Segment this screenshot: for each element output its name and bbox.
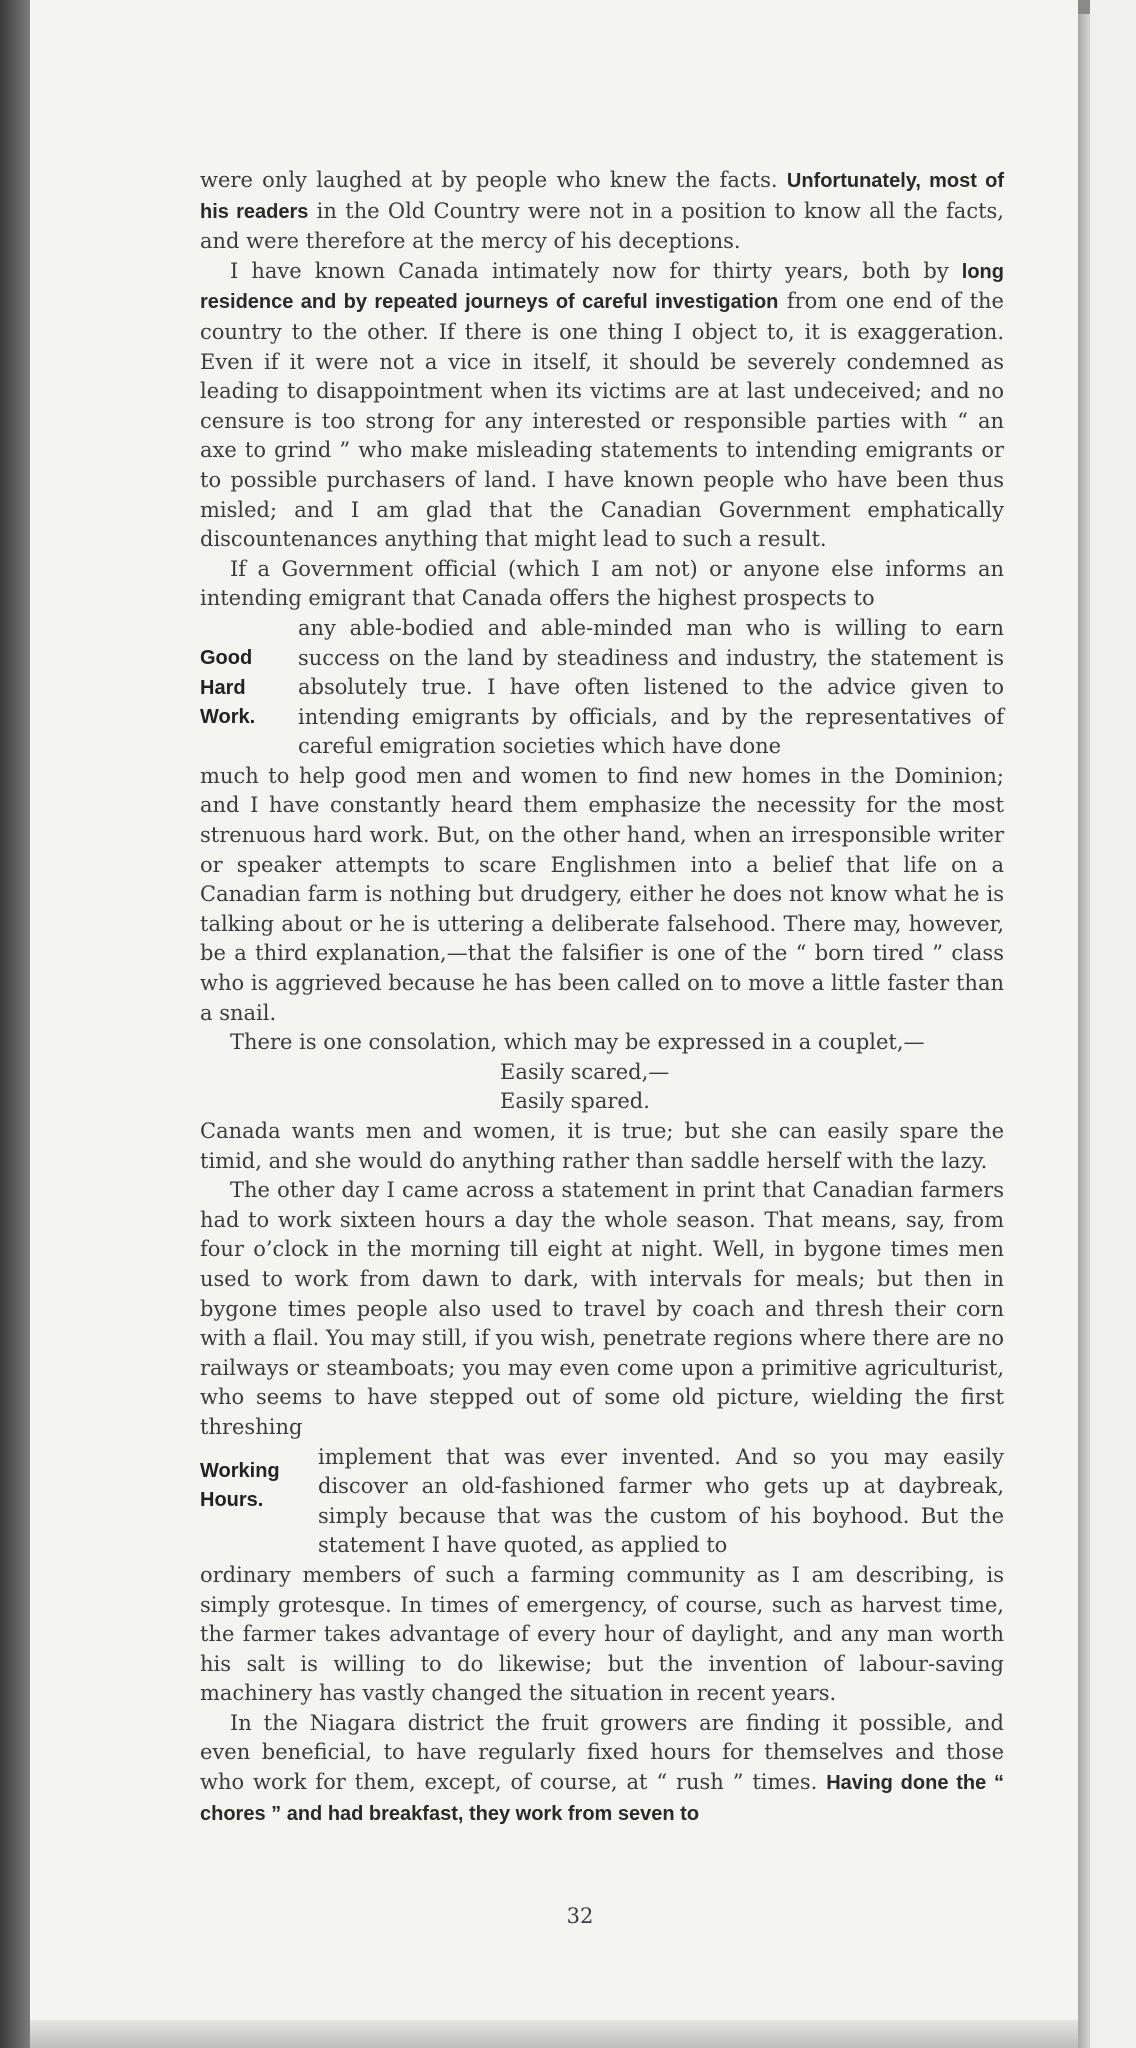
margin-note-row-working-hours [200, 1443, 1004, 1561]
paragraph-1-rest: in the Old Country were not in a position to know all the facts, and were therefore at the mercy of his deceptions. [200, 198, 1004, 254]
paragraph-6-inset: implement that was ever invented. And so you may easily discover an old-fashioned farmer who gets up at daybreak, simply because that was the custom of his boyhood. But the statement I have quoted, as applied to [318, 1444, 1004, 1558]
page-number: 32 [566, 1904, 594, 1928]
paragraph-2 [200, 257, 1004, 555]
page-body [200, 166, 1004, 1829]
paragraph-3-start: If a Government official (which I am not) or anyone else informs an intending emigrant that Canada offers the highest prospects to [200, 556, 1004, 611]
paragraph-2-start: I have known Canada intimately now for thirty years, both by [230, 258, 949, 283]
page-bottom-shadow [30, 2020, 1078, 2048]
paragraph-7 [200, 1709, 1004, 1829]
scan-left-border [0, 0, 30, 2048]
margin-note-line: Good [200, 646, 253, 669]
paragraph-7-bold: Having done the “ chores ” and had breakfast, they work from seven to [200, 1772, 1004, 1825]
paragraph-7-text: In the Niagara district the fruit growers are finding it possible, and even beneficial, to have regularly fixed hours for themselves and those who work for them, except, of course, at “ rush ” times. [200, 1710, 1004, 1795]
paragraph-1-bold: Unfortunately, most of his readers [200, 170, 1004, 223]
paragraph-1 [200, 166, 1004, 257]
couplet-line-1: Easily scared,— [500, 1059, 670, 1084]
margin-note-working-hours [200, 1443, 318, 1516]
paragraph-6-rest: ordinary members of such a farming community as I am describing, is simply grotesque. In times of emergency, of course, such as harvest time, the farmer takes advantage of every hour of daylight, and any man worth his salt is willing to do likewise; but the invention of labour-saving machinery has vastly changed the situation in recent years. [200, 1562, 1004, 1706]
next-page-strip [1090, 0, 1136, 2048]
paragraph-3-inset: any able-bodied and able-minded man who is willing to earn success on the land by steadiness and industry, the statement is absolutely true. I have often listened to the advice given to intending emigrants by officials, and by the representatives of careful emigration societies which have done [298, 615, 1004, 759]
paragraph-2-rest: from one end of the country to the other. If there is one thing I object to, it is exaggeration. Even if it were not a vice in itself, it should be severely condemned as leading to disappointment when its victims are at last undeceived; and no censure is too strong for any interested or responsible parties with “ an axe to grind ” who make misleading statements to intending emigrants or to possible purchasers of land. I have known people who have been thus misled; and I am glad that the Canadian Government emphatically discountenances anything that might lead to such a result. [200, 289, 1004, 552]
margin-note-good-hard-work [200, 614, 298, 733]
page-edge-shadow [1078, 14, 1090, 2048]
paragraph-2-bold: long residence and by repeated journeys of careful investigation [200, 260, 1004, 314]
margin-note-line: Work. [200, 706, 256, 729]
margin-note-row-good-hard-work [200, 614, 1004, 762]
margin-note-line: Hard [200, 676, 246, 699]
paragraph-1-text: were only laughed at by people who knew the facts. [200, 168, 778, 192]
paragraph-4: There is one consolation, which may be expressed in a couplet,— [230, 1030, 925, 1055]
paragraph-5: Canada wants men and women, it is true; but she can easily spare the timid, and she would do anything rather than saddle herself with the lazy. [200, 1119, 1004, 1173]
couplet-line-2: Easily spared. [500, 1089, 650, 1114]
paragraph-3-rest: much to help good men and women to find new homes in the Dominion; and I have constantly heard them emphasize the necessity for the most strenuous hard work. But, on the other hand, when an irresponsible writer or speaker attempts to scare Englishmen into a belief that life on a Canadian farm is nothing but drudgery, either he does not know what he is talking about or he is uttering a deliberate falsehood. There may, however, be a third explanation,—that the falsifier is one of the “ born tired ” class who is aggrieved because he has been called on to move a little faster than a snail. [200, 763, 1004, 1025]
margin-note-line: Working [200, 1459, 280, 1482]
paragraph-6-start: The other day I came across a statement in print that Canadian farmers had to work sixteen hours a day the whole season. That means, say, from four o’clock in the morning till eight at night. Well, in bygone times men used to work from dawn to dark, with intervals for meals; but then in bygone times people also used to travel by coach and thresh their corn with a flail. You may still, if you wish, penetrate regions where there are no railways or steamboats; you may even come upon a primitive agriculturist, who seems to have stepped out of some old picture, wielding the first threshing [200, 1178, 1004, 1439]
margin-note-line: Hours. [200, 1489, 264, 1512]
